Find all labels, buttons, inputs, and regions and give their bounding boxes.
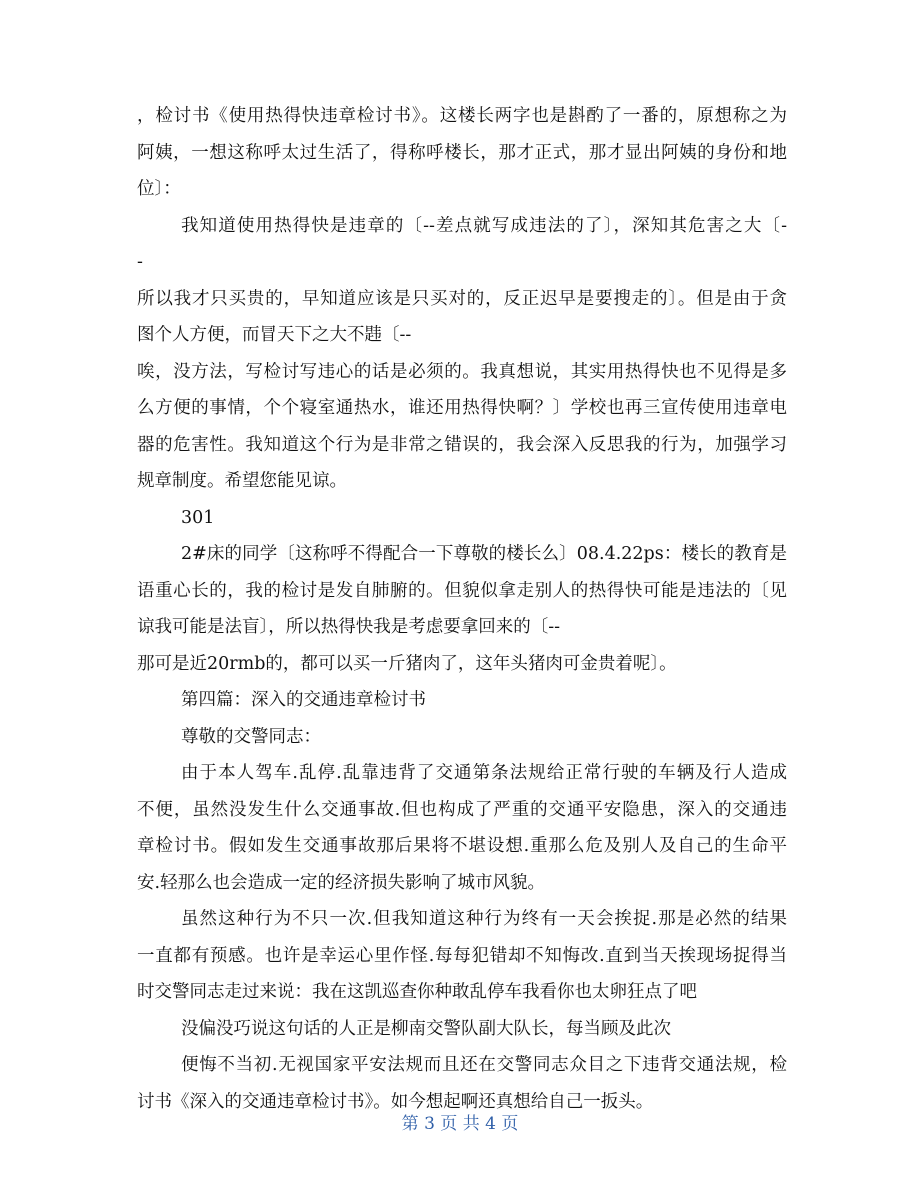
text-line: 位〕：	[137, 179, 181, 199]
text-line: 所以我才只买贵的，早知道应该是只买对的，反正迟早是要搜走的〕。但是由于贪	[137, 288, 787, 309]
text-line: 尊敬的交警同志：	[181, 726, 321, 747]
text-line: 我知道使用热得快是违章的〔--差点就写成违法的了〕，深知其危害之大〔-	[181, 215, 787, 236]
text-line: 谅我可能是法盲〕，所以热得快我是考虑要拿回来的〔--	[137, 617, 561, 637]
text-line: 由于本人驾车.乱停.乱靠违背了交通第条法规给正常行驶的车辆及行人造成	[181, 763, 787, 783]
text-line: ，检讨书《使用热得快违章检讨书》。这楼长两字也是斟酌了一番的，原想称之为	[137, 106, 787, 126]
text-line: 没偏没巧说这句话的人正是柳南交警队副大队长，每当顾及此次	[181, 1018, 671, 1039]
text-line: 安.轻那么也会造成一定的经济损失影响了城市风貌。	[137, 872, 546, 893]
text-line: 图个人方便，而冒天下之大不韪〔--	[137, 325, 412, 345]
text-line: 唉，没方法，写检讨写违心的话是必须的。我真想说，其实用热得快也不见得是多	[137, 361, 787, 382]
text-line: 阿姨，一想这称呼太过生活了，得称呼楼长，那才正式，那才显出阿姨的身份和地	[137, 142, 787, 163]
text-line: 么方便的事情，个个寝室通热水，谁还用热得快啊？〕学校也再三宣传使用违章电	[137, 398, 787, 418]
text-line: 301	[181, 507, 215, 528]
text-line: 第四篇：深入的交通违章检讨书	[181, 690, 426, 710]
text-line: 规章制度。希望您能见谅。	[137, 471, 347, 491]
page-footer: 第 3 页 共 4 页	[401, 1114, 519, 1134]
document-body	[137, 103, 787, 1125]
text-line: 器的危害性。我知道这个行为是非常之错误的，我会深入反思我的行为，加强学习	[137, 434, 787, 455]
text-line: -	[137, 252, 143, 272]
text-line: 便悔不当初.无视国家平安法规而且还在交警同志众目之下违背交通法规，检	[181, 1055, 787, 1075]
text-line: 章检讨书。假如发生交通事故那后果将不堪设想.重那么危及别人及自己的生命平	[137, 836, 787, 856]
text-line: 一直都有预感。也许是幸运心里作怪.每每犯错却不知悔改.直到当天挨现场捉得当	[137, 945, 787, 966]
text-line: 语重心长的，我的检讨是发自肺腑的。但貌似拿走别人的热得快可能是违法的〔见	[137, 580, 787, 601]
text-line: 那可是近20rmb的，都可以买一斤猪肉了，这年头猪肉可金贵着呢〕。	[137, 653, 677, 674]
text-line: 2#床的同学〔这称呼不得配合一下尊敬的楼长么〕08.4.22ps：楼长的教育是	[181, 544, 787, 564]
text-line: 虽然这种行为不只一次.但我知道这种行为终有一天会挨捉.那是必然的结果	[181, 909, 787, 929]
text-line: 时交警同志走过来说：我在这凯巡查你种敢乱停车我看你也太卵狂点了吧	[137, 982, 697, 1002]
text-line: 讨书《深入的交通违章检讨书》。如今想起啊还真想给自己一扳头。	[137, 1091, 654, 1112]
text-line: 不便，虽然没发生什么交通事故.但也构成了严重的交通平安隐患，深入的交通违	[137, 799, 787, 820]
